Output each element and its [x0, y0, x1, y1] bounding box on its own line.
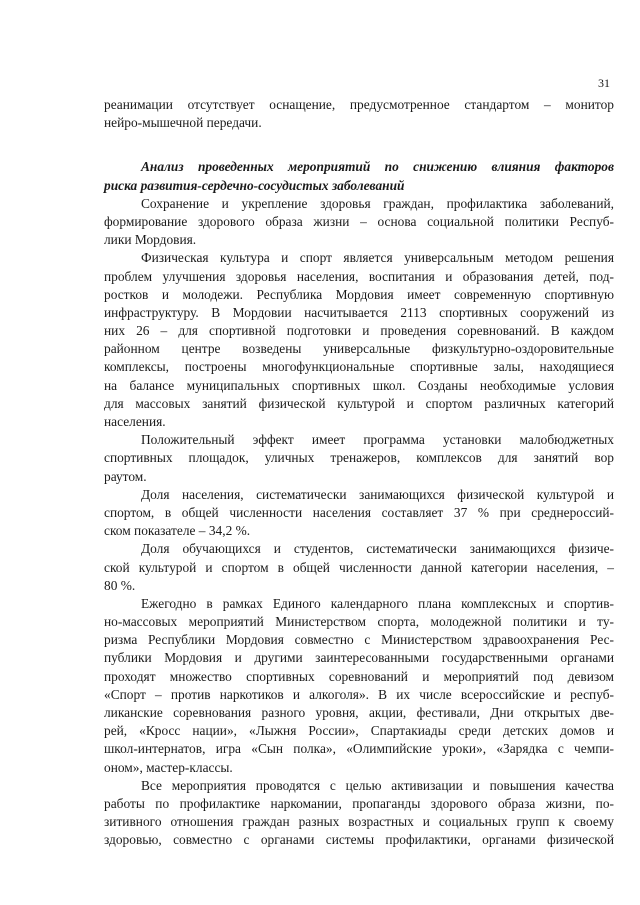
section-heading: [104, 158, 614, 194]
text-line: районном центре возведены универсальные физкультурно-оздоровительные: [104, 341, 614, 357]
section-paragraphs: [104, 195, 614, 850]
text-line: спортивных площадок, уличных тренажеров, комплексов для занятий вор: [104, 450, 614, 466]
text-line: проходят множество спортивных соревнований и мероприятий под девизом: [104, 668, 614, 684]
intro-paragraph: [104, 96, 614, 132]
paragraph: [104, 431, 614, 486]
document-body: [104, 96, 614, 850]
paragraph: [104, 595, 614, 777]
text-line: Доля обучающихся и студентов, систематически занимающихся физиче-: [141, 541, 614, 557]
text-line: 80 %.: [104, 577, 136, 593]
text-line: работы по профилактике наркомании, пропаганды здорового образа жизни, по-: [104, 795, 614, 811]
text-line: раутом.: [104, 468, 147, 484]
paragraph: [104, 777, 614, 850]
text-line: «Спорт – против наркотиков и алкоголя». В их числе всероссийские и респуб-: [104, 686, 614, 702]
text-line: Ежегодно в рамках Единого календарного плана комплексных и спортив-: [141, 595, 614, 611]
text-line: Все мероприятия проводятся с целью активизации и повышения качества: [141, 777, 614, 793]
text-line: публики Мордовия и другими заинтересованными государственными органами: [104, 650, 614, 666]
paragraph: [104, 540, 614, 595]
text-line: реанимации отсутствует оснащение, предусмотренное стандартом – монитор: [104, 97, 614, 112]
paragraph: [104, 249, 614, 431]
text-line: Доля населения, систематически занимающихся физической культурой и: [141, 486, 614, 502]
text-line: проблем улучшения здоровья населения, воспитания и образования детей, под-: [104, 268, 614, 284]
text-line: Сохранение и укрепление здоровья граждан, профилактика заболеваний,: [141, 195, 614, 211]
text-line: инфраструктуру. В Мордовии насчитывается 2113 спортивных сооружений из: [104, 304, 614, 320]
text-line: рей, «Кросс нации», «Лыжня России», Спартакиады среди детских домов и: [104, 723, 614, 739]
text-line: комплексы, построены многофункциональные спортивные залы, находящиеся: [104, 359, 614, 375]
heading-line: риска развития-сердечно-сосудистых заболеваний: [104, 177, 405, 193]
text-line: школ-интернатов, игра «Сын полка», «Олимпийские уроки», «Зарядка с чемпи-: [104, 741, 614, 757]
text-line: ростков и молодежи. Республика Мордовия имеет современную спортивную: [104, 286, 614, 302]
text-line: населения.: [104, 414, 166, 429]
section-gap: [104, 132, 614, 158]
text-line: но-массовых мероприятий Министерством спорта, молодежной политики и ту-: [104, 614, 614, 630]
text-line: нейро-мышечной передачи.: [104, 115, 262, 131]
text-line: здоровью, совместно с органами системы профилактики, органами физической: [104, 832, 614, 848]
text-line: зитивного отношения граждан разных возрастных и социальных групп к своему: [104, 814, 614, 830]
paragraph: [104, 195, 614, 250]
text-line: спортом, в общей численности населения составляет 37 % при среднероссий-: [104, 504, 614, 520]
text-line: ликанские соревнования разного уровня, акции, фестивали, Дни открытых две-: [104, 705, 614, 720]
paragraph: [104, 486, 614, 541]
page-number: 31: [598, 76, 610, 90]
text-line: них 26 – для спортивной подготовки и проведения соревнований. В каждом: [104, 323, 614, 339]
text-line: на балансе муниципальных спортивных школ. Созданы необходимые условия: [104, 377, 614, 393]
text-line: лики Мордовия.: [104, 232, 197, 248]
text-line: Положительный эффект имеет программа установки малобюджетных: [141, 432, 614, 448]
text-line: ском показателе – 34,2 %.: [104, 523, 251, 539]
text-line: ской культурой и спортом в общей численности данной категории населения, –: [104, 559, 614, 575]
text-line: оном», мастер-классы.: [104, 759, 233, 775]
heading-line: Анализ проведенных мероприятий по снижению влияния факторов: [141, 159, 614, 175]
text-line: формирование здорового образа жизни – основа социальной политики Респуб-: [104, 213, 614, 229]
text-line: Физическая культура и спорт является универсальным методом решения: [141, 250, 614, 266]
text-line: ризма Республики Мордовия совместно с Министерством здравоохранения Рес-: [104, 632, 614, 648]
text-line: для массовых занятий физической культурой и спортом различных категорий: [104, 395, 614, 411]
